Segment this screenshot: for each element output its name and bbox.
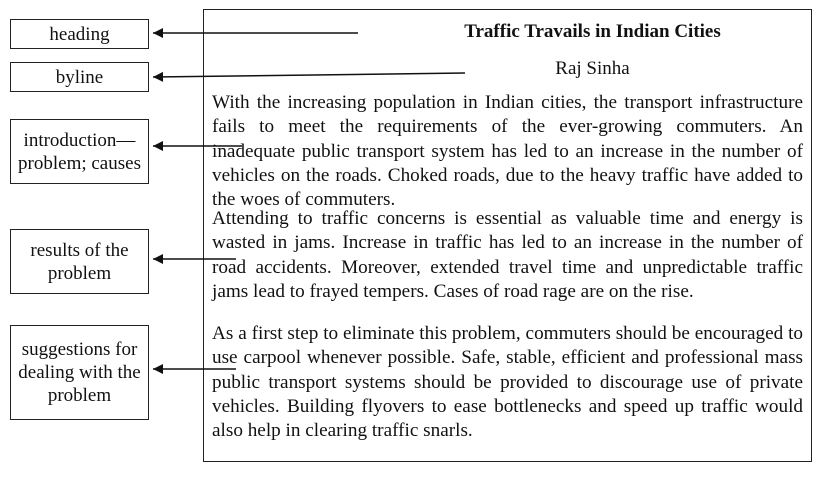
label-suggestions-line-1: suggestions for [21, 339, 138, 360]
label-results-line-2: problem [47, 262, 112, 284]
article-paragraph-results: Attending to traffic concerns is essential as valuable time and energy is wasted in jams. Increase in traffic has led to an increase in the number of road accidents. Moreover, extended travel time and unpredictable traffic jams lead to frayed tempers. Cases of road rage are on the rise. [212, 208, 803, 302]
label-byline [10, 62, 149, 92]
article-byline: Raj Sinha [555, 58, 630, 79]
label-introduction-line-2: problem; causes [18, 152, 141, 174]
label-results-line-1: results of the [30, 239, 129, 261]
label-heading [10, 19, 149, 49]
label-heading-text: heading [49, 23, 110, 45]
label-introduction [10, 119, 149, 184]
article-box [203, 9, 812, 462]
label-suggestions [10, 325, 149, 420]
article-title: Traffic Travails in Indian Cities [464, 21, 721, 42]
label-byline-text: byline [55, 66, 104, 88]
label-suggestions-line-2: dealing with the [18, 362, 141, 383]
label-introduction-line-1: introduction— [23, 129, 136, 151]
label-results [10, 229, 149, 294]
article-paragraph-suggestions: As a first step to eliminate this problem, commuters should be encouraged to use carpool whenever possible. Safe, stable, efficient and professional mass public transport systems should be provided to discourage use of private vehicles. Building flyovers to ease bottlenecks and speed up traffic would also help in clearing traffic snarls. [212, 323, 803, 442]
article-paragraph-introduction: With the increasing population in Indian cities, the transport infrastructure fails to meet the requirements of the ever-growing commuters. An inadequate public transport system has led to an increase in the number of vehicles on the roads. Choked roads, due to the heavy traffic have added to the woes of commuters. [212, 92, 803, 211]
label-suggestions-line-3: problem [47, 385, 112, 406]
